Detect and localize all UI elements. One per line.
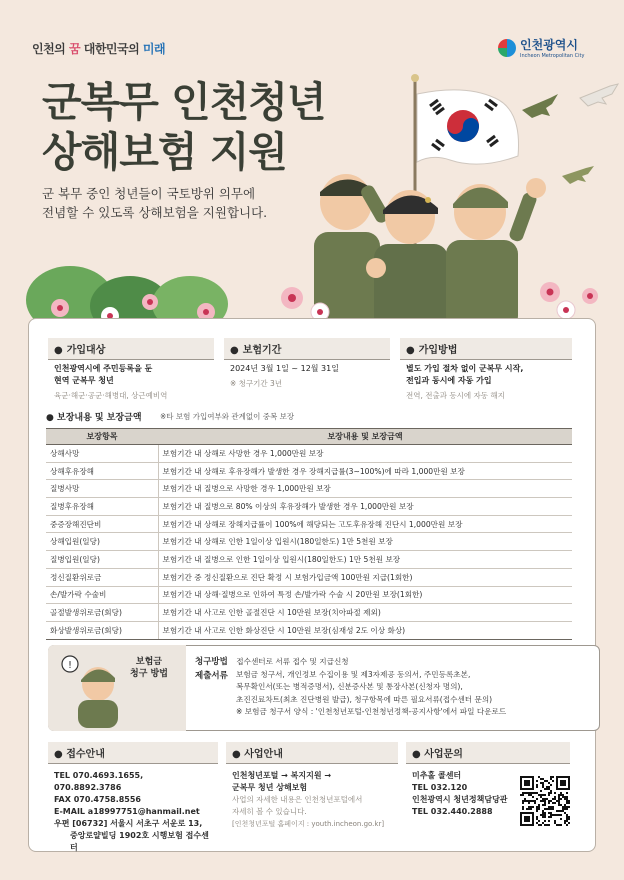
col-header-content: 보장내용 및 보장금액 (158, 429, 572, 445)
period-sub: ※ 청구기간 3년 (230, 379, 283, 388)
coverage-row (46, 445, 572, 463)
claim-method-row (195, 656, 349, 668)
qr-code-icon[interactable] (520, 776, 570, 826)
eligibility-text (48, 360, 214, 390)
soldier-right (446, 178, 546, 330)
method-title: 가입방법 (418, 345, 458, 356)
eligibility-line1: 인천광역시에 주민등록을 둔 (54, 364, 153, 373)
coverage-item: 질병입원(일당) (46, 551, 158, 569)
period-text: 2024년 3월 1일 ~ 12월 31일 (230, 364, 339, 373)
coverage-row (46, 515, 572, 533)
coverage-row (46, 480, 572, 498)
coverage-row (46, 568, 572, 586)
subtitle-line2: 전념할 수 있도록 상해보험을 지원합니다. (42, 205, 268, 220)
coverage-item: 손/발가락 수술비 (46, 586, 158, 604)
coverage-row (46, 551, 572, 569)
coverage-content: 보험기간 내 상해·질병으로 인하여 특정 손/발가락 수술 시 20만원 보장(1회한) (158, 586, 572, 604)
claim-method-value: 접수센터로 서류 접수 및 지급신청 (236, 657, 349, 666)
period-title: 보험기간 (242, 345, 282, 356)
city-emblem-icon (498, 39, 516, 57)
subtitle-line1: 군 복무 중인 청년들이 국토방위 의무에 (42, 186, 256, 201)
claim-docs (236, 669, 506, 718)
eligibility-line2: 현역 군복무 청년 (54, 376, 114, 385)
coverage-title: ● 보장내용 및 보장금액 (46, 413, 142, 423)
method-section (400, 338, 572, 401)
reception-body (48, 764, 218, 854)
coverage-header-row (46, 429, 572, 445)
slogan (32, 40, 165, 57)
claim-docs-line2: 복무확인서(또는 병적증명서), 신분증사본 및 통장사본(신청자 명의), (236, 682, 463, 692)
claim-docs-line3: 초진진료차트(최초 진단병원 발급), 청구항목에 따른 필요서류(접수센터 문의) (236, 694, 493, 704)
reception-addr1: 우편 [06732] 서울시 서초구 서운로 13, (54, 819, 203, 828)
coverage-row (46, 462, 572, 480)
program-body (226, 764, 398, 830)
coverage-content: 보험기간 내 상해로 후유장해가 발생한 경우 장해지급률(3~100%)에 따라 1,000만원 보장 (158, 462, 572, 480)
coverage-content: 보험기간 내 사고로 인한 골절진단 시 10만원 보장(치아파절 제외) (158, 604, 572, 622)
coverage-item: 상해후유장해 (46, 462, 158, 480)
page-title-line2: 상해보험 지원 (42, 128, 287, 176)
claim-label-line1: 보험금 (135, 657, 162, 667)
col-header-item: 보장항목 (46, 429, 158, 445)
reception-addr2: 중앙로얄빌딩 1902호 시행보험 접수센터 (70, 831, 209, 852)
program-line1: 인천청년포털 → 복지지원 → (232, 771, 332, 780)
program-header: ● 사업안내 (226, 742, 398, 764)
city-name: 인천광역시 (520, 38, 578, 52)
coverage-item: 상해사망 (46, 445, 158, 463)
city-name-en: Incheon Metropolitan City (520, 53, 585, 59)
coverage-item: 상해입원(일당) (46, 533, 158, 551)
claim-docs-line1: 보험금 청구서, 개인정보 수집이용 및 제3자제공 동의서, 주민등록초본, (236, 670, 471, 679)
method-line1: 별도 가입 절차 없이 군복무 시작, (406, 364, 524, 373)
svg-text:!: ! (67, 660, 73, 671)
slogan-text-a: 인천의 (32, 42, 69, 56)
reception-title: 접수안내 (66, 749, 105, 760)
coverage-item: 질병후유장해 (46, 498, 158, 516)
coverage-item: 골절발생위로금(회당) (46, 604, 158, 622)
inquiry-title: 사업문의 (424, 749, 463, 760)
slogan-future: 미래 (142, 42, 166, 56)
page-title-line1: 군복무 인천청년 (42, 78, 326, 126)
claim-docs-note: ※ 보험금 청구서 양식 : '인천청년포털-인천청년정책-공지사항'에서 파일 다운로드 (236, 706, 507, 716)
page-subtitle (42, 184, 267, 222)
soldier-avatar (60, 650, 128, 728)
reception-header: ● 접수안내 (48, 742, 218, 764)
soldiers-illustration (250, 72, 624, 330)
coverage-row (46, 498, 572, 516)
eligibility-section (48, 338, 214, 401)
coverage-content: 보험기간 내 상해로 장해지급률이 100%에 해당되는 고도후유장해 진단시 1,000만원 보장 (158, 515, 572, 533)
coverage-content: 보험기간 중 정신질환으로 진단 확정 시 보험가입금액 100만원 지급(1회한) (158, 568, 572, 586)
coverage-item: 화상발생위로금(회당) (46, 621, 158, 639)
eligibility-header: ● 가입대상 (48, 338, 214, 360)
coverage-note: ※타 보험 가입여부와 관계없이 중복 보장 (160, 412, 295, 421)
program-section (226, 742, 398, 830)
program-line4: 자세히 볼 수 있습니다. (232, 807, 307, 816)
coverage-content: 보험기간 내 상해로 인한 1일이상 입원시(180일한도) 1만 5천원 보장 (158, 533, 572, 551)
incheon-city-logo (498, 36, 584, 59)
reception-section (48, 742, 218, 854)
coverage-row (46, 586, 572, 604)
coverage-content: 보험기간 내 질병으로 인한 1일이상 입원시(180일한도) 1만 5천원 보장 (158, 551, 572, 569)
slogan-text-b: 대한민국의 (80, 42, 143, 56)
coverage-content: 보험기간 내 질병으로 사망한 경우 1,000만원 보장 (158, 480, 572, 498)
inquiry-line3: 인천광역시 청년정책담당관 (412, 795, 508, 804)
method-line2: 전입과 동시에 자동 가입 (406, 376, 492, 385)
coverage-body (46, 445, 572, 640)
claim-label-line2: 청구 방법 (130, 669, 168, 679)
claim-label (130, 656, 168, 680)
inquiry-line4: TEL 032.440.2888 (412, 807, 493, 816)
program-line3: 사업의 자세한 내용은 인천청년포털에서 (232, 795, 363, 804)
reception-tel: TEL 070.4693.1655, 070.8892.3786 (54, 771, 144, 792)
coverage-row (46, 621, 572, 639)
inquiry-line2: TEL 032.120 (412, 783, 468, 792)
program-line2: 군복무 청년 상해보험 (232, 783, 308, 792)
coverage-row (46, 533, 572, 551)
fighter-jet-icon (522, 94, 558, 118)
claim-method-key: 청구방법 (195, 657, 228, 667)
inquiry-line1: 미추홀 콜센터 (412, 771, 462, 780)
eligibility-title: 가입대상 (66, 345, 106, 356)
claim-docs-key: 제출서류 (195, 671, 228, 681)
coverage-content: 보험기간 내 사고로 인한 화상진단 시 10만원 보장(심재성 2도 이상 화상) (158, 621, 572, 639)
program-title: 사업안내 (244, 749, 283, 760)
coverage-content: 보험기간 내 상해로 사망한 경우 1,000만원 보장 (158, 445, 572, 463)
eligibility-sub: 육군·해군·공군·해병대, 상근예비역 (54, 391, 168, 400)
reception-email[interactable]: E-MAIL a18997751@hanmail.net (54, 807, 200, 816)
coverage-row (46, 604, 572, 622)
coverage-title-text: 보장내용 및 보장금액 (57, 413, 142, 423)
period-section (224, 338, 390, 389)
coverage-content: 보험기간 내 질병으로 80% 이상의 후유장해가 발생한 경우 1,000만원 보장 (158, 498, 572, 516)
coverage-table (46, 428, 572, 640)
method-sub: 전역, 전출과 동시에 자동 해지 (406, 391, 505, 400)
coverage-item: 질병사망 (46, 480, 158, 498)
reception-fax: FAX 070.4758.8556 (54, 795, 141, 804)
slogan-dream: 꿈 (68, 42, 81, 56)
coverage-item: 중증장해진단비 (46, 515, 158, 533)
inquiry-header: ● 사업문의 (406, 742, 570, 764)
method-text (400, 360, 572, 390)
coverage-item: 정신질환위로금 (46, 568, 158, 586)
method-header: ● 가입방법 (400, 338, 572, 360)
period-header: ● 보험기간 (224, 338, 390, 360)
program-homepage[interactable]: [인천청년포털 홈페이지 : youth.incheon.go.kr] (232, 820, 385, 828)
